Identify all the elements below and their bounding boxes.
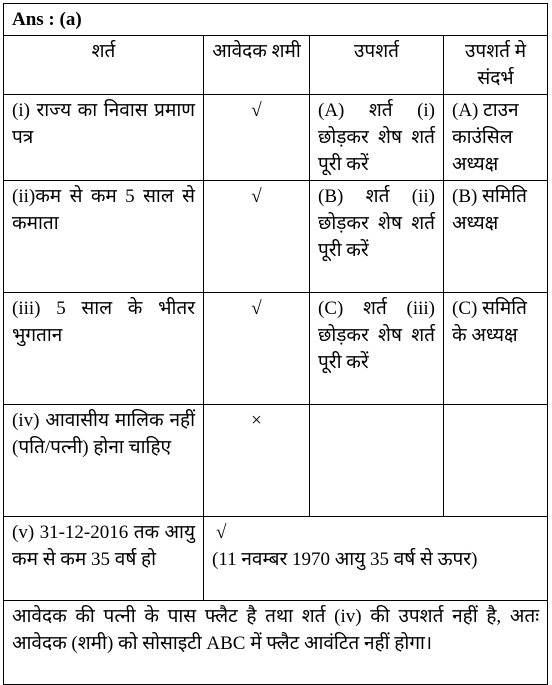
conclusion-row: [4, 601, 548, 685]
condition-cell: (iii) 5 साल के भीतर भुगतान: [4, 293, 204, 405]
header-applicant: आवेदक शमी: [204, 36, 310, 95]
age-applicant-cell: [204, 517, 548, 601]
applicant-mark: √: [216, 522, 227, 543]
reference-cell: [444, 405, 548, 517]
sub-condition-cell: (A) शर्त (i) छोड़कर शेष शर्त पूरी करें: [310, 95, 444, 181]
answer-label: Ans : (a): [4, 4, 548, 36]
header-sub-condition: उपशर्त: [310, 36, 444, 95]
condition-cell: (ii)कम से कम 5 साल से कमाता: [4, 181, 204, 293]
conclusion-text: आवेदक की पत्नी के पास फ्लैट है तथा शर्त (iv) की उपशर्त नहीं है, अतः आवेदक (शमी) को सोसाइटी ABC में फ्लैट आवंटित नहीं होगा।: [4, 601, 548, 685]
header-reference: उपशर्त मे संदर्भ: [444, 36, 548, 95]
applicant-mark: ×: [204, 405, 310, 517]
condition-cell: (iv) आवासीय मालिक नहीं (पति/पत्नी) होना चाहिए: [4, 405, 204, 517]
age-note: (11 नवम्बर 1970 आयु 35 वर्ष से ऊपर): [212, 549, 478, 570]
reference-cell: (A) टाउन काउंसिल अध्यक्ष: [444, 95, 548, 181]
header-condition: शर्त: [4, 36, 204, 95]
table-row: [4, 405, 548, 517]
header-row: [4, 36, 548, 95]
age-row: [4, 517, 548, 601]
answer-table: [3, 3, 548, 685]
answer-label-row: [4, 4, 548, 36]
table-row: [4, 95, 548, 181]
sub-condition-cell: (C) शर्त (iii) छोड़कर शेष शर्त पूरी करें: [310, 293, 444, 405]
condition-cell: (v) 31-12-2016 तक आयु कम से कम 35 वर्ष हो: [4, 517, 204, 601]
sub-condition-cell: (B) शर्त (ii) छोड़कर शेष शर्त पूरी करें: [310, 181, 444, 293]
table-row: [4, 293, 548, 405]
condition-cell: (i) राज्य का निवास प्रमाण पत्र: [4, 95, 204, 181]
applicant-mark: √: [204, 95, 310, 181]
applicant-mark: √: [204, 293, 310, 405]
applicant-mark: √: [204, 181, 310, 293]
reference-cell: (B) समिति अध्यक्ष: [444, 181, 548, 293]
sub-condition-cell: [310, 405, 444, 517]
table-row: [4, 181, 548, 293]
reference-cell: (C) समिति के अध्यक्ष: [444, 293, 548, 405]
